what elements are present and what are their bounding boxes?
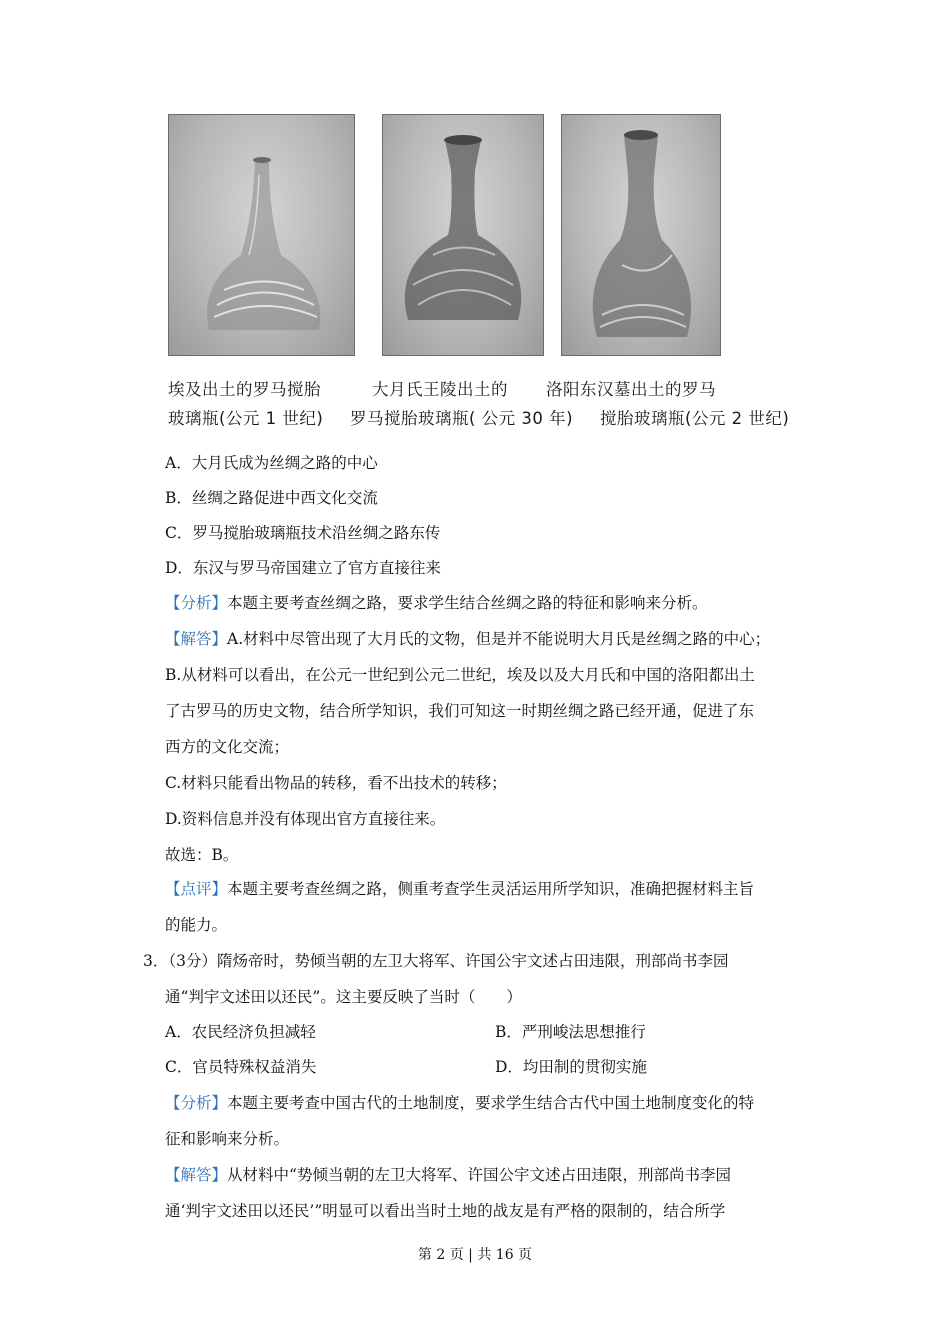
q2-answer-line-2: B.从材料可以看出，在公元一世纪到公元二世纪，埃及以及大月氏和中国的洛阳都出土 — [165, 666, 755, 684]
q2-answer-choice: 故选：B。 — [165, 846, 239, 864]
q3-option-a: A．农民经济负担减轻 — [165, 1023, 316, 1041]
vase-photo-luoyang — [561, 114, 721, 356]
q2-option-b: B．丝绸之路促进中西文化交流 — [165, 489, 378, 507]
analysis-tag: 【分析】 — [165, 594, 228, 612]
comment-tag: 【点评】 — [165, 880, 228, 898]
caption-2-line-2: 罗马搅胎玻璃瓶( 公元 30 年) — [350, 409, 574, 428]
q2-comment-line-2: 的能力。 — [165, 916, 228, 934]
q2-option-d: D．东汉与罗马帝国建立了官方直接往来 — [165, 559, 441, 577]
q3-stem-line-1: 3．（3分）隋炀帝时，势倾当朝的左卫大将军、许国公宇文述占田违限，刑部尚书李园 — [143, 952, 729, 970]
q2-comment-line-1 — [165, 879, 754, 899]
analysis-text: 本题主要考查丝绸之路，要求学生结合丝绸之路的特征和影响来分析。 — [227, 594, 708, 612]
q3-option-d: D．均田制的贯彻实施 — [495, 1058, 647, 1076]
q2-answer-line-3: 了古罗马的历史文物，结合所学知识，我们可知这一时期丝绸之路已经开通，促进了东 — [165, 702, 755, 720]
answer-tag: 【解答】 — [165, 630, 228, 648]
q2-answer-line-1 — [165, 629, 770, 649]
caption-3-line-2: 搅胎玻璃瓶(公元 2 世纪) — [600, 409, 790, 428]
q2-option-c: C．罗马搅胎玻璃瓶技术沿丝绸之路东传 — [165, 524, 441, 542]
caption-3-line-1: 洛阳东汉墓出土的罗马 — [546, 380, 716, 399]
q2-answer-line-4: 西方的文化交流； — [165, 738, 290, 756]
page-footer: 第 2 页 | 共 16 页 — [417, 1247, 533, 1263]
q2-answer-line-5: C.材料只能看出物品的转移，看不出技术的转移； — [165, 774, 507, 792]
analysis-text: 本题主要考查中国古代的土地制度，要求学生结合古代中国土地制度变化的特 — [227, 1094, 755, 1112]
answer-text: A.材料中尽管出现了大月氏的文物，但是并不能说明大月氏是丝绸之路的中心； — [227, 630, 771, 648]
comment-text: 本题主要考查丝绸之路，侧重考查学生灵活运用所学知识，准确把握材料主旨 — [227, 880, 755, 898]
q3-option-c: C．官员特殊权益消失 — [165, 1058, 317, 1076]
q3-analysis-line-1 — [165, 1093, 754, 1113]
q3-option-b: B．严刑峻法思想推行 — [495, 1023, 646, 1041]
q3-stem-line-2: 通“判宇文述田以还民”。这主要反映了当时（ ） — [165, 988, 522, 1006]
q2-answer-line-6: D.资料信息并没有体现出官方直接往来。 — [165, 810, 446, 828]
caption-2-line-1: 大月氏王陵出土的 — [372, 380, 508, 399]
vase-photo-yuezhi — [382, 114, 544, 356]
q3-analysis-line-2: 征和影响来分析。 — [165, 1130, 290, 1148]
q3-answer-line-1 — [165, 1165, 731, 1185]
q2-option-a: A．大月氏成为丝绸之路的中心 — [165, 454, 378, 472]
vase-photo-egypt — [168, 114, 355, 356]
q3-answer-line-2: 通‘判宇文述田以还民’”明显可以看出当时土地的战友是有严格的限制的，结合所学 — [165, 1202, 726, 1220]
analysis-tag: 【分析】 — [165, 1094, 228, 1112]
answer-text: 从材料中“势倾当朝的左卫大将军、许国公宇文述占田违限，刑部尚书李园 — [227, 1166, 731, 1184]
answer-tag: 【解答】 — [165, 1166, 228, 1184]
vase-figure — [168, 114, 720, 358]
q2-analysis — [165, 593, 708, 613]
caption-1-line-2: 玻璃瓶(公元 1 世纪) — [168, 409, 324, 428]
caption-1-line-1: 埃及出土的罗马搅胎 — [168, 380, 321, 399]
